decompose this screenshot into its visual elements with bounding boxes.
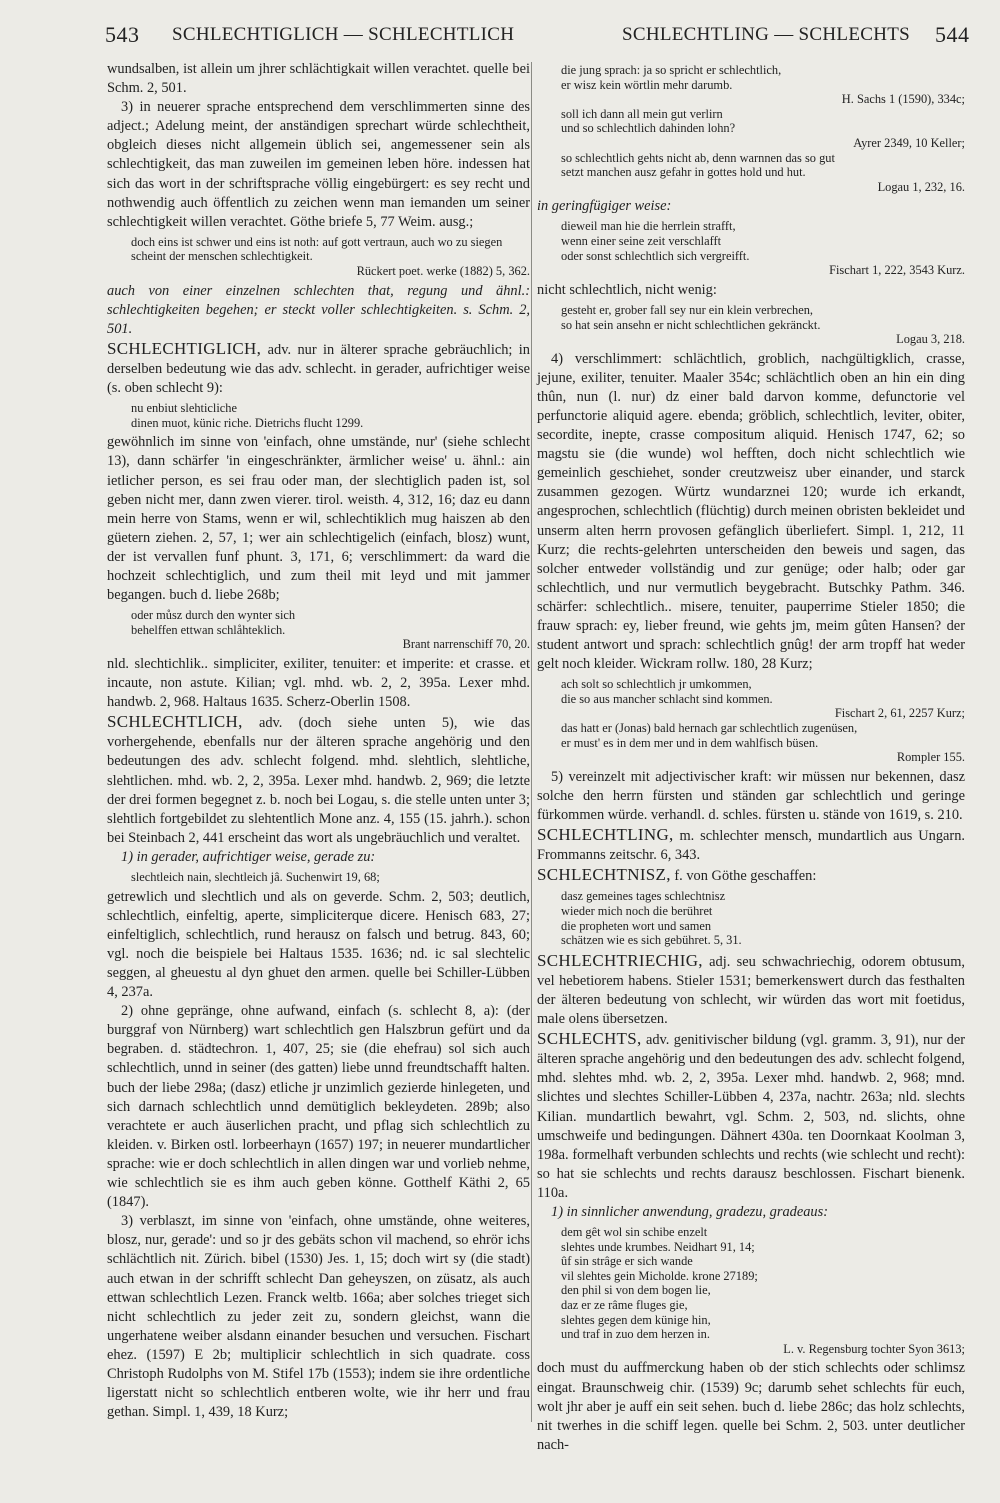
right-column <box>537 60 965 1455</box>
quote-line: wenn einer seine zeit verschlafft <box>561 234 722 249</box>
headword: SCHLECHTRIECHIG, <box>537 950 703 970</box>
sense-heading: 1) in gerader, aufrichtiger weise, gerade zu: <box>121 848 376 865</box>
quote-line: oder sonst schlechtlich sich vergreifft. <box>561 248 750 263</box>
right-page-number: 544 <box>935 22 970 47</box>
headword: SCHLECHTLICH, <box>107 712 243 732</box>
quotation <box>561 303 965 347</box>
paragraph: 4) verschlimmert: schlächtlich, groblich, nachgültigklich, crasse, jejune, exiliter, tenuiter. Maaler 354c; schlächtlich oben an hin ein ding thûn, nun (l. nur) dz einer bald darvon komme, defunctorie vel perfunctorie aliquid agere. ebenda; gröblich, schlechtlich, leviter, obiter, secordite, inepte, crasse compositum aliquid. Henisch 1747, 62; so magstu sie (die wunde) wol hefften, doch nicht schlechtlich wie gemeinlich geschiehet, sonder creutzweisz uber einander, und starck zusammen gezogen. Würtz wundarznei 120; wurde ich erkandt, angesprochen, schlechtlich (flüchtig) durch meinen obristen bekleidet und unserm alten herrn provosen gefänglich überliefert. Simpl. 1, 212, 11 Kurz; die rechts-gelehrten unterscheiden den beweis und sagen, das solcher entweder vollständig und zur genüge; oder halb; oder gar schlechtlich, und nur vermutlich beygebracht. Butschky Pathm. 346. schärfer: schlechtlich.. misere, tenuiter, pauperrime Stieler 1850; die frauw sprach: ey, lieber freund, wie gehts jm, meim gûten Hansen? der student antwort und sprach: schlechtlich gnûg! der arm tropff hat weder gelt noch kleider. Wickram rollw. 180, 28 Kurz; <box>537 350 965 673</box>
paragraph: doch must du auffmerckung haben ob der stich schlechts oder schlimsz eingat. Braunschweig chir. (1539) 9c; darumb sehet schlechts für euch, wolt jhr aber je auff ein seit sehen. buch d. liebe 286c; das holz schlechts, nit twerhes in die schiff legen. quelle bei Schm. 2, 503. unter deutlicher nach- <box>537 1360 965 1453</box>
quote-line: slechtleich nain, slechtleich jâ. Suchenwirt 19, 68; <box>131 870 380 885</box>
quote-line: oder můsz durch den wynter sich <box>131 608 296 623</box>
quote-line: dasz gemeines tages schlechtnisz <box>561 889 726 904</box>
entry-definition: adv. genitivischer bildung (vgl. gramm. 3, 91), nur der älteren sprache angehörig und den bedeutungen des adv. schlecht folgend, mhd. slehtes mhd. wb. 2, 2, 395a. Lexer mhd. handwb. 2, 968; mnd. slichtes und slechtes Schiller-Lübben 4, 237a, nachtr. 263a; nld. slechts Kilian. mundartlich bewahrt, vgl. Schm. 2, 503, nd. slichts, ohne umschweife und bedingungen. Dähnert 430a. ten Doornkaat Koolman 3, 198a. formelhaft verbunden schlechts und rechts (wie schlecht und recht): so hat sie schlechts und rechts darausz beschlossen. Fischart bienenk. 110a. <box>537 1032 965 1201</box>
quote-line: gesteht er, grober fall sey nur ein klein verbrechen, <box>561 302 814 317</box>
paragraph: nld. slechtichlik.. simpliciter, exiliter, tenuiter: et imperite: et crasse. et incaute, non astute. Kilian; vgl. mhd. wb. 2, 2, 395a. Lexer mhd. handwb. 2, 968. Haltaus 1635. Scherz-Oberlin 1508. <box>107 656 530 711</box>
quote-line: das hatt er (Jonas) bald hernach gar schlechtlich zugenüsen, <box>561 721 858 736</box>
quote-line: er wisz kein wörtlin mehr darumb. <box>561 77 733 92</box>
quote-line: dieweil man hie die herrlein strafft, <box>561 219 736 234</box>
entry-definition: adv. (doch siehe unten 5), wie das vorhergehende, ebenfalls nur der älteren sprache angehörig und den bedeutungen des adv. schlecht folgend. mhd. slehtlich, slehtliche, slehtlichen. mhd. wb. 2, 2, 395a. Lexer mhd. handwb. 2, 969; die letzte der drei formen begegnet z. b. noch bei Logau, s. die stelle unten unter 3; slehtlich fortgebildet zu slehtentlich Mone anz. 4, 155 (15. jahrh.). schon bei Steinbach 2, 441 erscheint das wort als ungebräuchlich und veraltet. <box>107 715 530 846</box>
quote-source: Brant narrenschiff 70, 20. <box>402 637 530 652</box>
quote-line: soll ich dann all mein gut verlirn <box>561 106 723 121</box>
quote-line: slehtes unde krumbes. Neidhart 91, 14; <box>561 1239 755 1254</box>
quote-line: er must' es in dem mer und in dem wahlfisch büsen. <box>561 735 819 750</box>
paragraph: 2) ohne gepränge, ohne aufwand, einfach (s. schlecht 8, a): (der burggraf von Nürnberg) wart schlechtlich gen Halszbrun gefürt und da begraben. d. städtechron. 1, 407, 25; sie (die ehefrau) sol sich auch schlechtlich, unnd in seiner (des gatten) liebe unnd freundtschafft halten. buch der liebe 298a; (dasz) etliche jr unzimlich gezierde hinlegeten, und sich darnach schlechtlich unnd demütiglich bekleydeten. 289b; also verachtete er auch äuserlichen pracht, und pflag sich schlechtlich zu kleiden. v. Birken ostl. lorbeerhayn (1657) 197; in neuerer mundartlicher sprache: wie er doch schlechtlich in allen dingen war und vorlieb nehme, wie schlechtlich sie es ihm auch geben könne. Gotthelf Käthi 2, 65 (1847). <box>107 1003 530 1211</box>
left-running-title: SCHLECHTIGLICH — SCHLECHTLICH <box>172 24 515 45</box>
quote-source: Rompler 155. <box>896 750 965 765</box>
quote-line: daz er ze râme fluges gie, <box>561 1298 688 1313</box>
quote-line: slehtes gegen dem künige hin, <box>561 1312 711 1327</box>
quote-line: so hat sein ansehn er nicht schlechtlichen gekränckt. <box>561 317 821 332</box>
sense-heading: nicht schlechtlich, nicht wenig: <box>537 281 717 298</box>
quotation <box>131 401 530 430</box>
quotation <box>561 677 965 765</box>
left-column <box>107 60 530 1422</box>
paragraph: 5) vereinzelt mit adjectivischer kraft: wir müssen nur bekennen, dasz solche den herrn fürsten und ständen gar schlechtlich und geringe fürkommen würde. verhandl. d. schles. fürsten u. stände von 1619, s. 210. <box>537 768 965 824</box>
entry-definition: adj. seu schwachriechig, odorem obtusum, vel hebetiorem habens. Stieler 1531; bemerkenswert durch das festhalten der älteren bedeutung von schlecht, wir würden das wort mit foetidus, male olens übersetzen. <box>537 953 965 1028</box>
headword: SCHLECHTNISZ, <box>537 865 671 885</box>
quote-line: den phil si von dem bogen lie, <box>561 1283 711 1298</box>
page-header <box>0 22 1000 52</box>
paragraph: wundsalben, ist allein um jhrer schlächtigkait willen verachtet. quelle bei Schm. 2, 501. <box>107 61 530 97</box>
entry <box>107 712 530 848</box>
entry-definition: adv. nur in älterer sprache gebräuchlich; in derselben bedeutung wie das adv. schlecht. in gerader, aufrichtiger weise (s. oben schlecht 9): <box>107 341 530 397</box>
quote-source: Rückert poet. werke (1882) 5, 362. <box>356 264 530 279</box>
sense-heading: in geringfügiger weise: <box>537 198 672 215</box>
quotation <box>131 235 530 279</box>
headword: SCHLECHTS, <box>537 1029 642 1049</box>
quote-line: die so aus mancher schlacht sind kommen. <box>561 691 773 706</box>
paragraph: 3) in neuerer sprache entsprechend dem verschlimmerten sinne des adject.; Adelung meint, der anständigen sprechart würde schlechtheit, obgleich dieses nicht allgemein üblich sei, angemessener sein als schlechtigkeit, das man zuweilen im gemeinen leben höre. indessen hat sich das wort in der schriftsprache völlig eingebürgert: es sey recht und nothwendig auch öffentlich zu zeichen wenn man iemanden um seiner schlechtigkeit willen verachtet. Göthe briefe 5, 77 Weim. ausg.; <box>107 99 530 230</box>
quote-line: und so schlechtlich dahinden lohn? <box>561 121 736 136</box>
entry <box>537 951 965 1029</box>
right-running-title: SCHLECHTLING — SCHLECHTS <box>622 24 910 45</box>
quotation <box>561 1225 965 1356</box>
quote-source: Logau 3, 218. <box>896 332 965 347</box>
quote-line: wieder mich noch die berühret <box>561 904 713 918</box>
entry <box>107 339 530 398</box>
quote-line: die jung sprach: ja so spricht er schlechtlich, <box>561 63 782 77</box>
entry <box>537 865 965 886</box>
left-page-number: 543 <box>105 22 140 47</box>
quote-line: ach solt so schlechtlich jr umkommen, <box>561 677 752 692</box>
entry-definition: f. von Göthe geschaffen: <box>674 868 817 885</box>
quote-line: schätzen wie es sich gebühret. 5, 31. <box>561 933 742 948</box>
quote-source: L. v. Regensburg tochter Syon 3613; <box>783 1341 965 1356</box>
quote-line: dem gêt wol sin schibe enzelt <box>561 1225 708 1240</box>
entry-definition: m. schlechter mensch, mundartlich aus Ungarn. Frommanns zeitschr. 6, 343. <box>537 828 965 864</box>
sense-heading: 1) in sinnlicher anwendung, gradezu, gradeaus: <box>551 1204 828 1220</box>
column-divider <box>531 62 532 1422</box>
paragraph: getrewlich und slechtlich und als on geverde. Schm. 2, 503; deutlich, schlechtlich, einfeltig, aperte, simpliciterque dicere. Henisch 683, 27; einfeltiglich, schlechtlich, rund herausz on falsch und betrug. 843, 60; vgl. noch die beispiele bei Haltaus 1535. 1636; nd. ic sal slechtelic seggen, al gheuestu al dyn ghuet den armen. quelle bei Schiller-Lübben 4, 237a. <box>107 888 530 1001</box>
quotation <box>561 63 965 194</box>
paragraph: gewöhnlich im sinne von 'einfach, ohne umstände, nur' (siehe schlecht 13), dann schärfer 'in eingeschränkter, ärmlicher weise' u. ähnl.: ain ietlicher person, es sei frau oder man, der slechtiglich paden ist, sol geben nicht mer, dann zwen vierer. tirol. weisth. 4, 312, 16; daz eu dann mein herre von Stams, wenn er wil, schlechtiklich mug haiszen ab den güetern ziehen. 2, 57, 1; wer ain schlechtigelich (einfach, blosz) wunt, der ist vervallen funf phunt. 3, 171, 6; verschlimmert: da ward die hochzeit schlechtiglich, und zum theil mit leyd und mit jammer begangen. buch d. liebe 268b; <box>107 434 530 604</box>
quote-text: doch eins ist schwer und eins ist noth: auf gott vertraun, auch wo zu siegen scheint der menschen schlechtigkeit. <box>131 234 503 264</box>
quote-line: behelffen ettwan schlåhteklich. <box>131 622 286 637</box>
quotation <box>561 219 965 277</box>
quote-source: H. Sachs 1 (1590), 334c; <box>841 92 965 107</box>
entry <box>537 825 965 865</box>
headword: SCHLECHTIGLICH, <box>107 338 262 358</box>
quote-source: Ayrer 2349, 10 Keller; <box>853 135 965 150</box>
quote-line: dinen muot, künic riche. Dietrichs flucht 1299. <box>131 415 364 430</box>
quote-line: ûf sin strâge er sich wande <box>561 1254 693 1269</box>
quote-source: Fischart 2, 61, 2257 Kurz; <box>834 706 965 721</box>
quote-source: Fischart 1, 222, 3543 Kurz. <box>829 263 965 278</box>
quote-line: die propheten wort und samen <box>561 918 712 933</box>
quote-line: so schlechtlich gehts nicht ab, denn warnnen das so gut <box>561 150 835 165</box>
quote-line: und traf in zuo dem herzen in. <box>561 1327 710 1342</box>
quote-source: Logau 1, 232, 16. <box>877 179 965 194</box>
quotation <box>561 889 965 947</box>
quote-line: nu enbiut slehticliche <box>131 401 237 416</box>
paragraph: auch von einer einzelnen schlechten that, regung und ähnl.: schlechtigkeiten begehen; er steckt voller schlechtigkeiten. s. Schm. 2, 501. <box>107 282 530 337</box>
quote-line: setzt manchen ausz gefahr in gottes hold und hut. <box>561 165 806 180</box>
entry <box>537 1029 965 1203</box>
quote-line: vil slehtes gein Micholde. krone 27189; <box>561 1268 758 1283</box>
headword: SCHLECHTLING, <box>537 825 674 845</box>
paragraph: 3) verblaszt, im sinne von 'einfach, ohne umstände, ohne weiteres, blosz, nur, gerade': und so jr des gebäts schon vil machend, so ehrör ichs schlächtlich nit. Zürich. bibel (1530) Jes. 1, 15; doch wirt sy (die stadt) auch etwan in der schrifft schlecht Dan geheyszen, on züsatz, als auch ettwan schlechtlich Lezen. Franck weltb. 166a; aber solches trieget sich nicht schlechtlich zu jeder zeit zu, sondern gleichst, wann die ungerhatene weiber alsdann einander besuchen und versuchen. Fischart ehez. (1597) E 2b; multiplicir schlechtlich in sich quadrate. coss Christoph Rudolphs von M. Stifel 17b (1553); indem sie ihre ordentliche ligerstatt nicht so schlechtlich entberen wolte, wie ihr herr und frau gethan. Simpl. 1, 439, 18 Kurz; <box>107 1213 530 1421</box>
quotation <box>131 870 530 885</box>
quotation <box>131 608 530 652</box>
